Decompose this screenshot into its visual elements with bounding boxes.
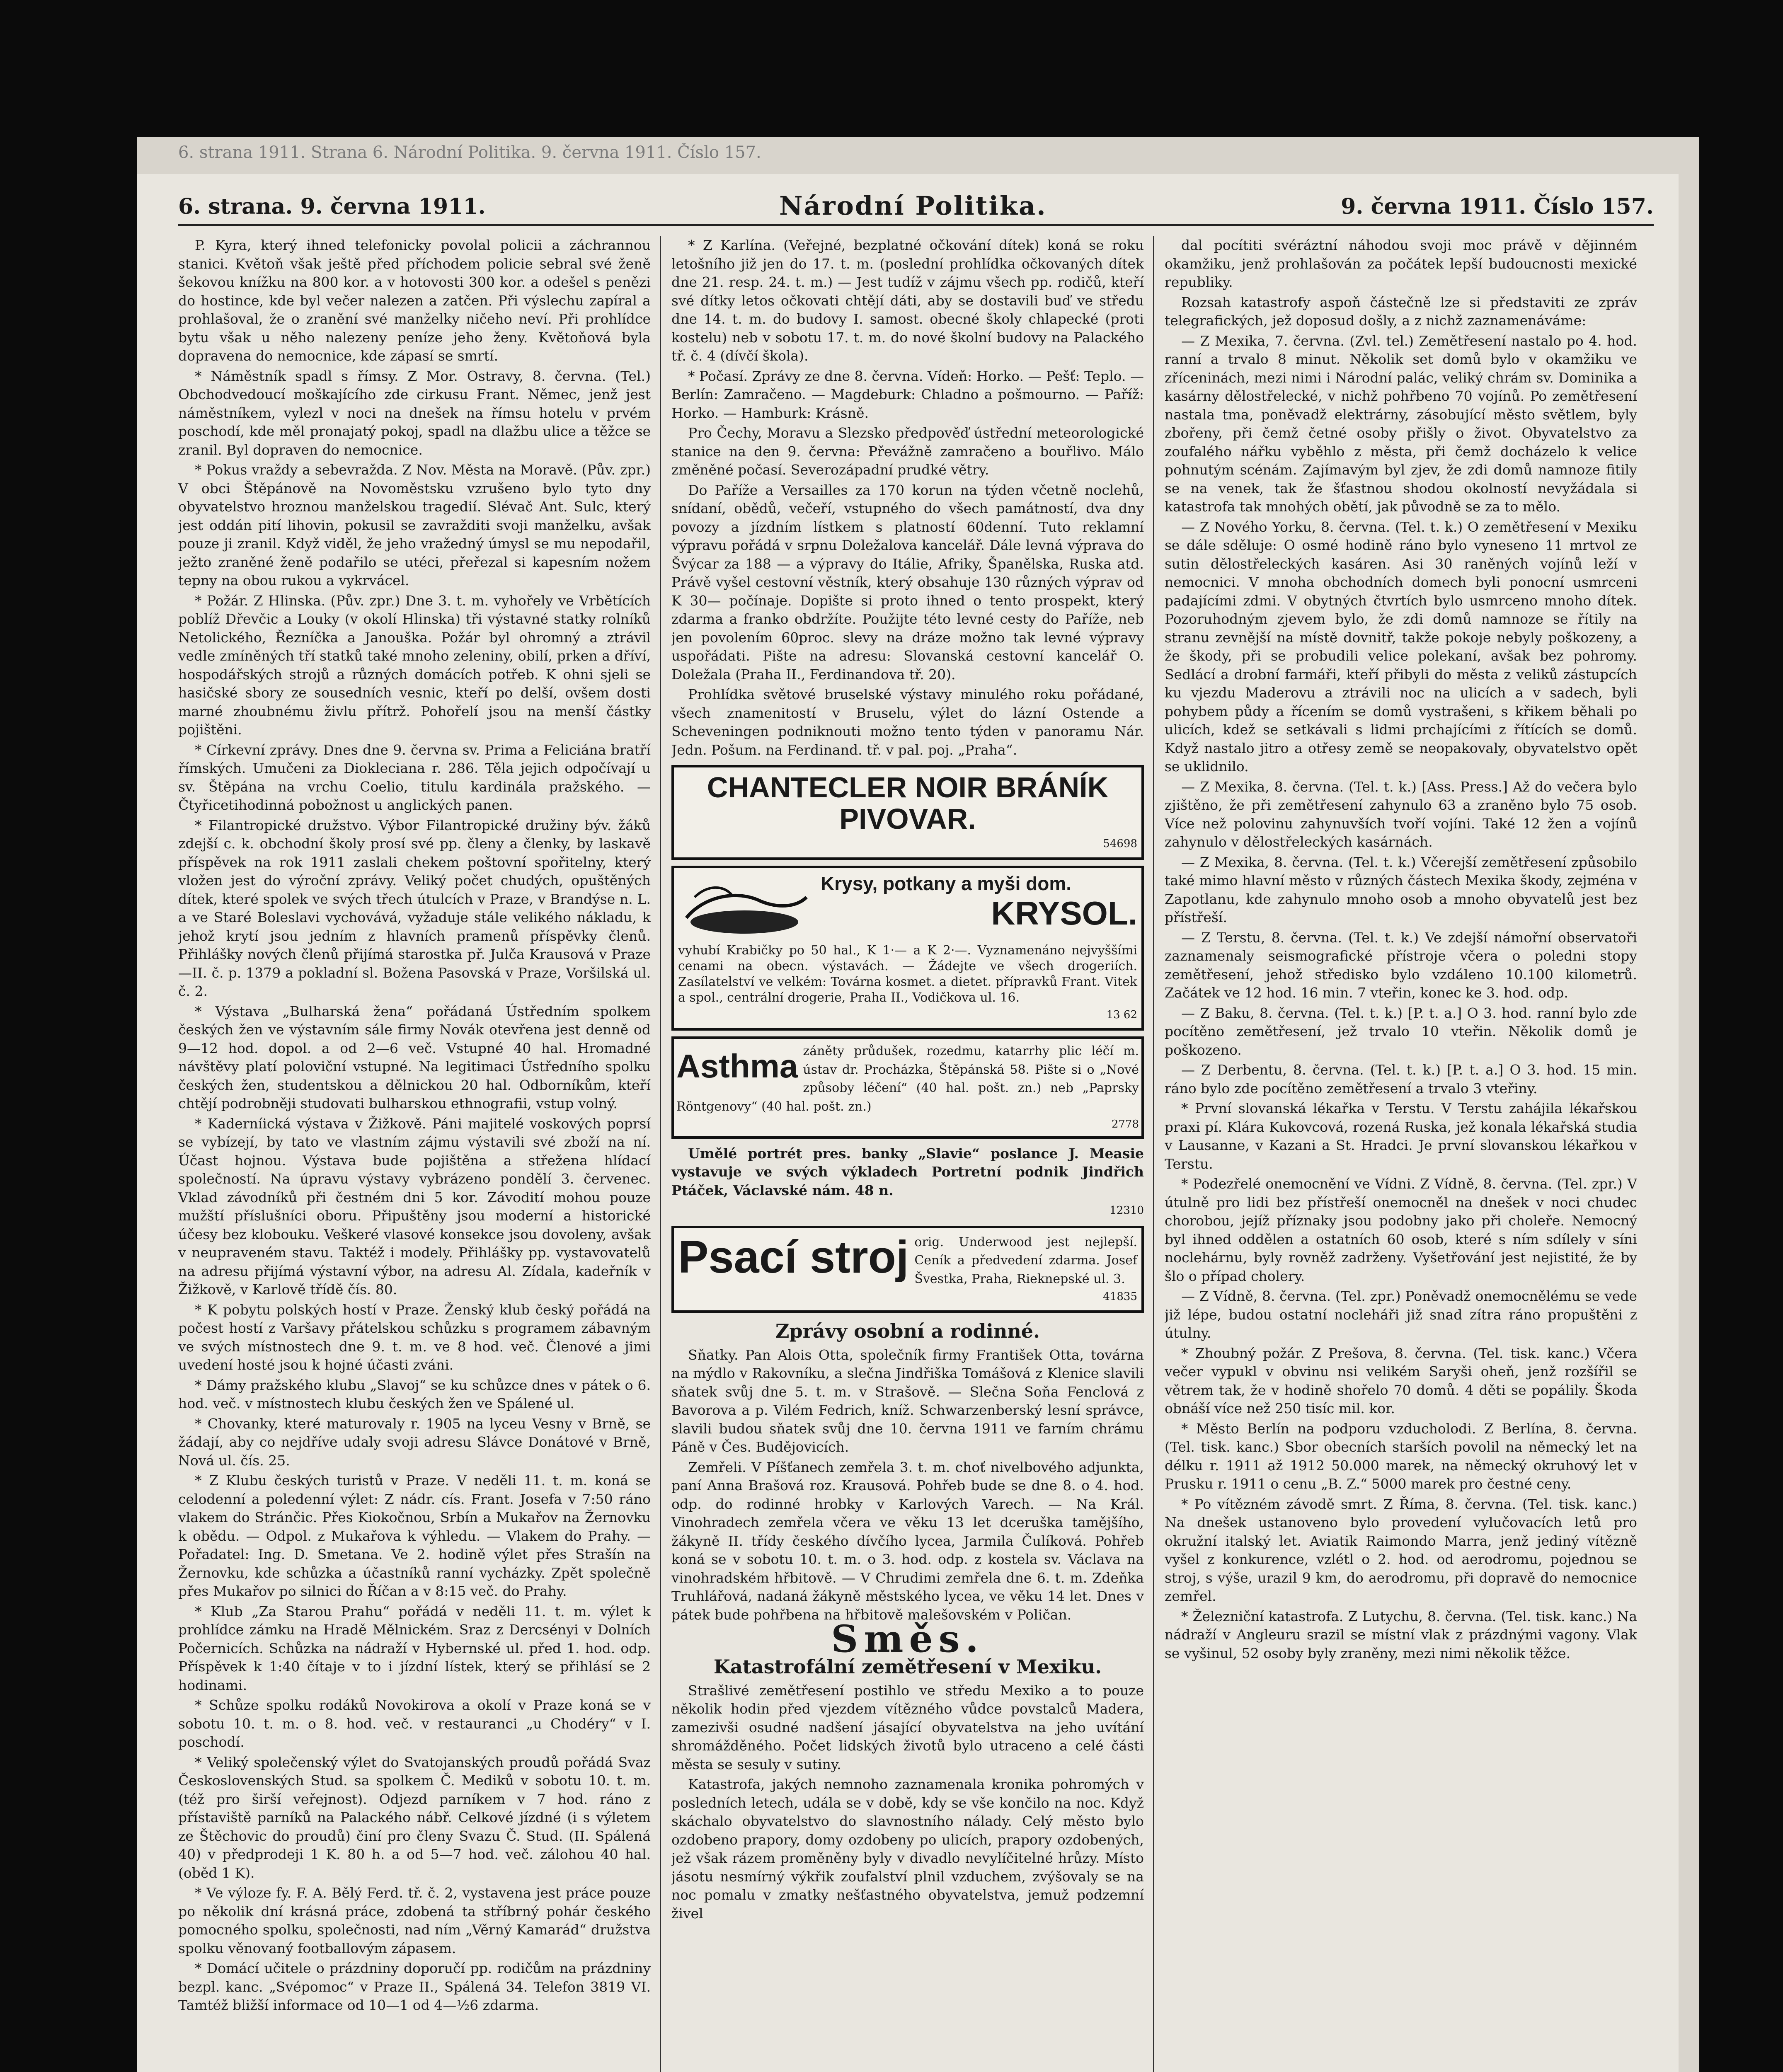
scan-edge-right <box>1699 0 1783 2072</box>
ad-typewriter-word: Psací stroj <box>678 1231 909 1283</box>
ad-code: 41835 <box>1103 1290 1137 1303</box>
column-left <box>178 236 651 2072</box>
article-paragraph: * Zhoubný požár. Z Prešova, 8. června. (Tel. tisk. kanc.) Včera večer vypukl v obvinu nsi velikém Saryši oheň, jenž rozšířil se větrem tak, že v hodině shořelo 70 domů. 4 děti se popálily. Škoda obnáší více než 250 tisíc mil. kor. <box>1165 1345 1637 1416</box>
article-paragraph: — Z Vídně, 8. června. (Tel. zpr.) Poněvadž onemocnělému se vede již lépe, budou ostatní nocleháři již snad zítra ráno propuštěni z útulny. <box>1165 1288 1637 1341</box>
article-paragraph: * Církevní zprávy. Dnes dne 9. června sv. Prima a Feliciána bratří římských. Umučeni za Diokleciana r. 286. Těla jejich odpočívají u sv. Štěpána na vrchu Coelio, titulu kardinála pražského. — Čtyřicetihodinná pobožnost u anglických panen. <box>178 741 651 813</box>
section-misc-title: Směs. <box>831 1617 984 1661</box>
scan-edge-top <box>0 0 1783 137</box>
article-paragraph: * Náměstník spadl s římsy. Z Mor. Ostravy, 8. června. (Tel.) Obchodvedoucí moškajícího zde cirkusu Frant. Němec, jenž jest náměstníkem, vylezl v noci na dnešek na římsu hotelu v prvém poschodí, kde měl pronajatý pokoj, spadl na dlažbu ulice a těžce se zranil. Byl dopraven do nemocnice. <box>178 368 651 458</box>
article-paragraph: — Z Derbentu, 8. června. (Tel. t. k.) [P. t. a.] O 3. hod. 15 min. ráno bylo zde pocítěno zemětřesení a trvalo 3 vteřiny. <box>1165 1062 1637 1097</box>
article-paragraph: * Schůze spolku rodáků Novokirova a okolí v Praze koná se v sobotu 10. t. m. o 8. hod. več. v restauranci „u Chodéry“ v I. poschodí. <box>178 1697 651 1750</box>
bleed-through-header: 6. strana 1911. Strana 6. Národní Politika. 9. června 1911. Číslo 157. <box>178 143 761 162</box>
column-rule-1 <box>660 236 661 2072</box>
rat-illustration-icon <box>678 872 815 943</box>
article-paragraph: Rozsah katastrofy aspoň částečně lze si představiti ze zpráv telegrafických, jež doposud došly, a z nichž zaznamenáváme: <box>1165 294 1637 329</box>
article-mexico-title: Katastrofální zemětřesení v Mexiku. <box>713 1655 1102 1678</box>
ad-krysol-text: vyhubí Krabičky po 50 hal., K 1·— a K 2·—. Vyznamenáno nejvyššími cenami na obecn. výstavách. — Žádejte ve všech drogeriích. Zasílatelství ve velkém: Továrna kosmet. a dietet. přípravků Frant. Vitek a spol., centrální drogerie, Praha II., Vodičkova ul. 16. <box>678 943 1137 1005</box>
ad-krysol-headline: Krysy, potkany a myši dom. <box>821 872 1072 894</box>
article-paragraph: * Ve výloze fy. F. A. Bělý Ferd. tř. č. 2, vystavena jest práce pouze po několik dní krásná práce, zdobená ta stříbrný pohár českého pomocného spolku, společnosti, nad ním „Věrný Kamarád“ družstva spolku věnovaný footballovým zápasem. <box>178 1885 651 1956</box>
ad-typewriter-text: orig. Underwood jest nejlepší. Ceník a předvedení zdarma. Josef Švestka, Praha, Rieknepské ul. 3. <box>914 1234 1137 1286</box>
article-paragraph: * Chovanky, které maturovaly r. 1905 na lyceu Vesny v Brně, se žádají, aby co nejdříve udaly svoji adresu Slávce Donátové v Brně, Nová ul. čís. 25. <box>178 1415 651 1469</box>
article-paragraph: P. Kyra, který ihned telefonicky povolal policii a záchrannou stanici. Květoň však ještě před příchodem policie sebral své ženě šekovou knížku na 800 kor. a v hotovosti 300 kor. a odešel s penězi do hostince, kde byl večer nalezen a zatčen. Při výslechu zapíral a prohlašoval, že o zranění své manželky ničeho neví. Při prohlídce bytu však u něho nalezeny peníze jeho ženy. Květoňová byla dopravena do nemocnice, kde zápasí se smrtí. <box>178 237 651 364</box>
article-paragraph: * Počasí. Zprávy ze dne 8. června. Vídeň: Horko. — Pešť: Teplo. — Berlín: Zamračeno. — Magdeburk: Chladno a pošmourno. — Paříž: Horko. — Hamburk: Krásně. <box>671 368 1144 421</box>
article-paragraph: dal pocítiti svéráztní náhodou svoji moc právě v dějinném okamžiku, jenž prohlašován za počátek lepší budoucnosti mexické republiky. <box>1165 237 1637 290</box>
article-paragraph: * Podezřelé onemocnění ve Vídni. Z Vídně, 8. června. (Tel. zpr.) V útulně pro lidi bez přístřeší onemocněl na dnešek v noci chudec chorobou, jejíž příznaky jsou podobny jako při choleře. Nemocný byl ihned oddělen a ostatních 60 osob, které s ním sdílely v síni noclehárnu, byly rovněž zadrženy. Vyšetřování jest nejistité, že by šlo o případ cholery. <box>1165 1176 1637 1284</box>
header-date-issue: 9. června 1911. Číslo 157. <box>1341 194 1654 219</box>
ad-chantecler <box>671 765 1144 860</box>
ad-krysol <box>671 866 1144 1031</box>
personal-news <box>671 1346 1144 1624</box>
middle-news-top <box>671 236 1144 759</box>
ad-code: 54698 <box>1103 838 1137 850</box>
article-paragraph: — Z Mexika, 7. června. (Zvl. tel.) Zemětřesení nastalo po 4. hod. ranní a trvalo 8 minut. Několik set domů bylo v okamžiku ve zříceninách, mezi nimi i Národní palác, veliký chrám sv. Dominika a kasárny dělostřelecké, v nichž pohřbeno 70 vojínů. Po zemětřesení nastala tma, poněvadž elektrárny, zásobující město světlem, byly zbořeny, při čemž četné osoby přišly o život. Obyvatelstvo za zoufalého nářku vyběhlo z města, při čemž docházelo k velice pohnutým scénám. Zajímavým byl zjev, že zdi domů namnoze fitily se na venek, tak že šťastnou shodou okolností nevyžádala si katastrofa tak mnohých obětí, jak původně se za to mělo. <box>1165 332 1637 515</box>
article-paragraph: * Město Berlín na podporu vzducholodi. Z Berlína, 8. června. (Tel. tisk. kanc.) Sbor obecních starších povolil na německý let na délku r. 1911 až 1912 50.000 marek, na německý okruhový let v Prusku r. 1911 o cenu „B. Z.“ 5000 marek pro čestné ceny. <box>1165 1420 1637 1492</box>
article-paragraph: Katastrofa, jakých nemnoho zaznamenala kronika pohromých v posledních letech, udála se v době, kdy se vše končilo na noc. Když skáchalo obyvatelstvo do slavnostního nálady. Celý město bylo ozdobeno prapory, domy ozdobeny po ulicích, prapory ozdobených, jež však rázem proměněny byly v divadlo nevylíčitelné hrůzy. Místo jásotu nesmírný výkřik zoufalství plnil vzduchem, zvýšovaly se na noc pomalu v zmatky nešťastného obyvatelstva, jemuž podzemní živel <box>671 1776 1144 1922</box>
ad-portrait-notice: Umělé portrét pres. banky „Slavie“ poslance J. Measie vystavuje ve svých výkladech Portretní podnik Jindřich Ptáček, Václavské nám. 48 n. <box>671 1145 1144 1198</box>
ad-chantecler-title: CHANTECLER NOIR BRÁNÍK PIVOVAR. <box>707 771 1109 835</box>
ad-krysol-brand: KRYSOL. <box>991 894 1137 932</box>
ad-code: 13 62 <box>1106 1008 1137 1021</box>
masthead-title: Národní Politika. <box>779 191 1047 221</box>
article-paragraph: — Z Mexika, 8. června. (Tel. t. k.) Včerejší zemětřesení způsobilo také mimo hlavní město v různých částech Mexika škody, zejména v Zapotlanu, kde zahynulo mnoho osob a mnoho obyvatelů jest bez přístřeší. <box>1165 854 1637 925</box>
ad-typewriter <box>671 1226 1144 1313</box>
article-paragraph: Zemřeli. V Píšťanech zemřela 3. t. m. choť nivelbového adjunkta, paní Anna Brašová roz. Krausová. Pohřeb bude se dne 8. o 4. hod. odp. do rodinné hrobky v Karlových Varech. — Na Král. Vinohradech zemřela včera ve věku 13 let dceruška tamějšího, žákyně II. třídy českého dívčího lycea, Jarmila Čulíková. Pohřeb koná se v sobotu 10. t. m. o 3. hod. odp. z kostela sv. Václava na vinohradském hřbitově. — V Chrudimi zemřela dne 6. t. m. Zdeňka Truhlářová, nadaná žákyně městského lycea, ve věku 14 let. Dnes v pátek bude pohřbena na hřbitově malešovském v Poličan. <box>671 1459 1144 1623</box>
article-paragraph: * Požár. Z Hlinska. (Pův. zpr.) Dne 3. t. m. vyhořely ve Vrbětících poblíž Dřevčic a Louky (v okolí Hlinska) tři výstavné statky rolníků Netolického, Řezníčka a Janouška. Požár byl ohromný a ztrávil vedle zmíněných tří statků také mnoho zeleniny, obilí, prken a dříví, hospodářských strojů a různých domácích potřeb. K ohni sjeli se hasičské sbory ze sousedních vesnic, kteří po delší, ovšem dosti marné zhoubnému živlu přítrž. Pohořelí jsou na menší částky pojištěni. <box>178 592 651 738</box>
ad-asthma-word: Asthma <box>676 1048 798 1084</box>
scan-edge-left <box>0 0 137 2072</box>
article-paragraph: Pro Čechy, Moravu a Slezsko předpověď ústřední meteorologické stanice na den 9. června: Převážně zamračeno a bouřlivo. Málo změněné počasí. Severozápadní prudké větry. <box>671 425 1144 478</box>
article-paragraph: * Veliký společenský výlet do Svatojanských proudů pořádá Svaz Československých Stud. sa spolkem Č. Mediků v sobotu 10. t. m. (též pro širší veřejnost). Odjezd parníkem v 7 hod. ráno z přístaviště parníků na Palackého nábř. Celkové jízdné (i s výletem ze Štěchovic do proudů) činí pro členy Svazu Č. Stud. (II. Spálená 40) v předprodeji 1 K. 80 h. a od 5—7 hod. več. zálohou 40 hal. (oběd 1 K). <box>178 1754 651 1881</box>
article-paragraph: Strašlivé zemětřesení postihlo ve středu Mexiko a to pouze několik hodin před vjezdem vítězného vůdce povstalců Madera, zamezivši osudné nadšení jásající obyvatelstva na jeho uvítání shromážděného. Počet lidských životů bylo utraceno a celé části města se sesuly v sutiny. <box>671 1682 1144 1772</box>
article-paragraph: * K pobytu polských hostí v Praze. Ženský klub český pořádá na počest hostí z Varšavy přátelskou schůzku s programem zábavným ve svých místnostech dne 9. t. m. ve 8 hod. več. Členové a jimi uvedení hosté jsou k hojné účasti zváni. <box>178 1301 651 1373</box>
article-paragraph: * Pokus vraždy a sebevražda. Z Nov. Města na Moravě. (Pův. zpr.) V obci Štěpánově na Novoměstsku vzrušeno bylo tyto dny obyvatelstvo hroznou manželskou tragedií. Slévač Ant. Sulc, který jest oddán pití lihovin, pokusil se zavražditi svoji manželku, avšak pouze ji zranil. Když viděl, že jeho vražedný úmysl se mu nepodařil, ježto zraněné ženě podařilo se utéci, přeřezal si kapesním nožem tepny na obou rukou a vykrvácel. <box>178 462 651 588</box>
ad-asthma <box>671 1036 1144 1139</box>
article-paragraph: Do Paříže a Versailles za 170 korun na týden včetně noclehů, snídaní, obědů, večeří, vstupného do všech památností, dva dny povozy a jízdním lístkem s platností 60denní. Tuto reklamní výpravu pořádá v srpnu Doležalova kancelář. Dále levná výprava do Švýcar za 188 — a výpravy do Itálie, Afriky, Španělska, Ruska atd. Právě vyšel cestovní věstník, který obsahuje 130 různých výprav od K 30— počínaje. Dopište si proto ihned o tento prospekt, který zdarma a franko obdržíte. Použijte této levné cesty do Paříže, neb jen povolením 60proc. slevy na dráze možno tak levné výpravy uspořádati. Pište na adresu: Slovanská cestovní kancelář O. Doležala (Praha II., Ferdinandova tř. 20). <box>671 482 1144 683</box>
article-paragraph: * Výstava „Bulharská žena“ pořádaná Ústředním spolkem českých žen ve výstavním sále firmy Novák otevřena jest denně od 9—12 hod. dopol. a od 2—6 več. Vstupné 40 hal. Hromadné návštěvy platí poloviční vstupné. Na legitimaci Ústředního spolku českých žen, studentskou a dělnickou 20 hal. Odborníkům, kteří chtějí podrobněji studovati bulharskou ethnografii, vstup volný. <box>178 1003 651 1111</box>
article-paragraph: * Po vítězném závodě smrt. Z Říma, 8. června. (Tel. tisk. kanc.) Na dnešek ustanoveno bylo provedení vylučovacích letů pro okružní italský let. Aviatik Raimondo Marra, jenž jediný vítězně vyšel z konkurence, vzlétl o 2. hod. od aerodromu, pojednou se stroj, s výše, urazil 9 km, do aerodromu, při dopravě do nemocnice zemřel. <box>1165 1496 1637 1604</box>
article-paragraph: Prohlídka světové bruselské výstavy minulého roku pořádané, všech znamenitostí v Bruselu, výlet do lázní Ostende a Scheveningen podniknouti možno tento týden v panoramu Nár. Jedn. Pošum. na Ferdinand. tř. v pal. poj. „Praha“. <box>671 686 1144 758</box>
ad-code: 12310 <box>1110 1204 1144 1217</box>
article-paragraph: * Železniční katastrofa. Z Lutychu, 8. června. (Tel. tisk. kanc.) Na nádraží v Angleuru srazil se místní vlak z prázdnými vagony. Vlak se vyšinul, 52 osoby byly zraněny, mezi nimi několik těžce. <box>1165 1608 1637 1661</box>
article-paragraph: — Z Mexika, 8. června. (Tel. t. k.) [Ass. Press.] Až do večera bylo zjištěno, že při zemětřesení zahynulo 63 a zraněno bylo 75 osob. Více než polovinu zahynuvších tvoří vojíni. Také 12 žen a vojínů zahynulo v dělostřeleckých kasárnách. <box>1165 778 1637 850</box>
header-page-date: 6. strana. 9. června 1911. <box>178 194 486 219</box>
article-paragraph: * Z Klubu českých turistů v Praze. V neděli 11. t. m. koná se celodenní a poledenní výlet: Z nádr. cís. Frant. Josefa v 7:50 ráno vlakem do Stránčic. Přes Kiokočnou, Srbín a Mukařov na Žernovku k obědu. — Odpol. z Mukařova k výhledu. — Vlakem do Prahy. — Pořadatel: Ing. D. Smetana. Ve 2. hodině výlet přes Strašín na Žernovku, kde schůzka a účastníků ranní vycházky. Zpět společně přes Mukařov po silnici do Říčan a v 8:15 več. do Prahy. <box>178 1472 651 1599</box>
article-paragraph: * Kaderníická výstava v Žižkově. Páni majitelé voskových poprsí se vybízejí, by tato ve vlastním zájmu výstavili své zboží na ní. Účast hojnou. Výstava bude pojištěna a střežena hlídací společností. Na úpravu výstavy vybrázeno pondělí 3. červenec. Vklad závodníků při čestném dni 5 kor. Závodití mohou pouze mužští příslušníci oboru. Připuštěny jsou moderní a historické účesy bez klobouku. Veškeré vlasové konsekce jsou dovoleny, avšak v neupraveném stavu. Taktéž i modely. Přihlášky pp. vystavovatelů na adresu přijímá výstavní výbor, na adresu Al. Zídala, kadeřník v Žižkově, v Karlově třídě čís. 80. <box>178 1115 651 1297</box>
article-mexico-body <box>671 1682 1144 1923</box>
article-paragraph: Sňatky. Pan Alois Otta, společník firmy František Otta, továrna na mýdlo v Rakovníku, a slečna Jindřiška Tomášová z Klenice slavili sňatek svůj dne 5. t. m. v Strašově. — Slečna Soňa Fenclová z Bavorova a p. Vilém Fedrich, kníž. Schwarzenberský lesní správce, slavili budou sňatek svůj dne 10. června 1911 ve farním chrámu Páně v Čes. Budějovicích. <box>671 1346 1144 1455</box>
newspaper-page <box>137 174 1679 2072</box>
page-header <box>178 191 1654 226</box>
column-rule-2 <box>1153 236 1154 2072</box>
column-right <box>1165 236 1637 2072</box>
article-paragraph: — Z Nového Yorku, 8. června. (Tel. t. k.) O zemětřesení v Mexiku se dále sděluje: O osmé hodině ráno bylo vyneseno 11 mrtvol ze sutin dělostřeleckých kasáren. Asi 30 raněných vojínů leží v nemocnici. V mnoha obchodních domech byli ponocní usmrceni padajícími zdmi. V obytných čtvrtích bylo usmrceno mnoho dítek. Pozoruhodným zjevem bylo, že zdi domů namnoze se řítily na stranu zevnější na místě dovnitř, takže pokoje nebyly poškozeny, a že škody, při se probudili velice polekaní, avšak bez pohromy. Sedlácí a drobní farmáři, kteří přibyli do města z veliků zástupcích ku vjezdu Maderovu a ztrávili noc na ulicích a v sadech, byli pohybem půdy a řícením se domů vystrašeni, s křikem běhali po ulicích, kdež se setkávali s lidmi prchajícími z řítících se domů. Když nastalo jitro a otřesy země se neopakovaly, obyvatelstvo opět se uklidnilo. <box>1165 518 1637 775</box>
ad-code: 2778 <box>1111 1118 1139 1130</box>
article-paragraph: * První slovanská lékařka v Terstu. V Terstu zahájila lékařskou praxi pí. Klára Kukovcová, rozená Ruska, jež konala lékařská studia v Lausanne, v Kazani a St. Hradci. Je první slovanskou lékařkou v Terstu. <box>1165 1100 1637 1172</box>
article-paragraph: * Klub „Za Starou Prahu“ pořádá v neděli 11. t. m. výlet k prohlídce zámku na Hradě Mělnickém. Sraz z Dercsényi v Dolních Počernicích. Schůzka na nádraží v Hybernské ul. před 1. hod. odp. Příspěvek k 1:40 čítaje v to i jízdní lístek, který se přihlásí se 2 hodinami. <box>178 1603 651 1693</box>
ad-asthma-text: záněty průdušek, rozedmu, katarrhy plic léčí m. ústav dr. Procházka, Štěpánská 58. Pište si o „Nové způsoby léčení“ (40 hal. pošt. zn.) neb „Paprsky Röntgenovy“ (40 hal. pošt. zn.) <box>676 1044 1139 1114</box>
section-personal-news-title: Zprávy osobní a rodinné. <box>775 1319 1040 1342</box>
article-paragraph: — Z Terstu, 8. června. (Tel. t. k.) Ve zdejší námořní observatoři zaznamenaly seismografické přístroje včera o poledni stopy zemětřesení, jehož středisko bylo vzdáleno 10.100 kilometrů. Začátek ve 12 hod. 16 min. 7 vteřin, konec ke 3. hod. odp. <box>1165 929 1637 1001</box>
column-middle <box>671 236 1144 2072</box>
article-paragraph: * Dámy pražského klubu „Slavoj“ se ku schůzce dnes v pátek o 6. hod. več. v místnostech klubu českých žen ve Spálené ul. <box>178 1377 651 1411</box>
article-paragraph: * Z Karlína. (Veřejné, bezplatné očkování dítek) koná se roku letošního již jen do 17. t. m. (poslední prohlídka očkovaných dítek dne 21. resp. 24. t. m.) — Jest tudíž v zájmu všech pp. rodičů, kteří své dítky letos očkovati chtějí dáti, aby se dostavili buď ve středu dne 14. t. m. do budovy I. samost. obecné školy chlapecké (proti kostelu) neb v sobotu 17. t. m. do nové školní budovy na Palackého tř. č. 4 (dívčí škola). <box>671 237 1144 364</box>
article-paragraph: * Domácí učitele o prázdniny doporučí pp. rodičům na prázdniny bezpl. kanc. „Svépomoc“ v Praze II., Spálená 34. Telefon 3819 VI. Tamtéž bližší informace od 10—1 od 4—½6 zdarma. <box>178 1960 651 2013</box>
article-paragraph: * Filantropické družstvo. Výbor Filantropické družiny býv. žáků zdejší c. k. obchodní školy prosí své pp. členy a členky, by laskavě příspěvek na rok 1911 zaslali chekem poštovní spořitelny, který vložen jest do výroční zprávy. Veliký počet chudých, opuštěných dítek, které spolek ve svých třech útulcích v Praze, v Brandýse n. L. a ve Staré Boleslavi vychovává, vyžaduje stále velikého nákladu, k jehož krytí jsou jedním z hlavních pramenů příspěvky členů. Přihlášky nových členů přijímá starostka př. Julča Krausová v Praze—II. č. p. 1379 a pokladní sl. Božena Pasovská v Praze, Voršilská ul. č. 2. <box>178 817 651 999</box>
article-paragraph: — Z Baku, 8. června. (Tel. t. k.) [P. t. a.] O 3. hod. ranní bylo zde pocítěno zemětřesení, jež trvalo 10 vteřin. Několik domů je poškozeno. <box>1165 1005 1637 1058</box>
